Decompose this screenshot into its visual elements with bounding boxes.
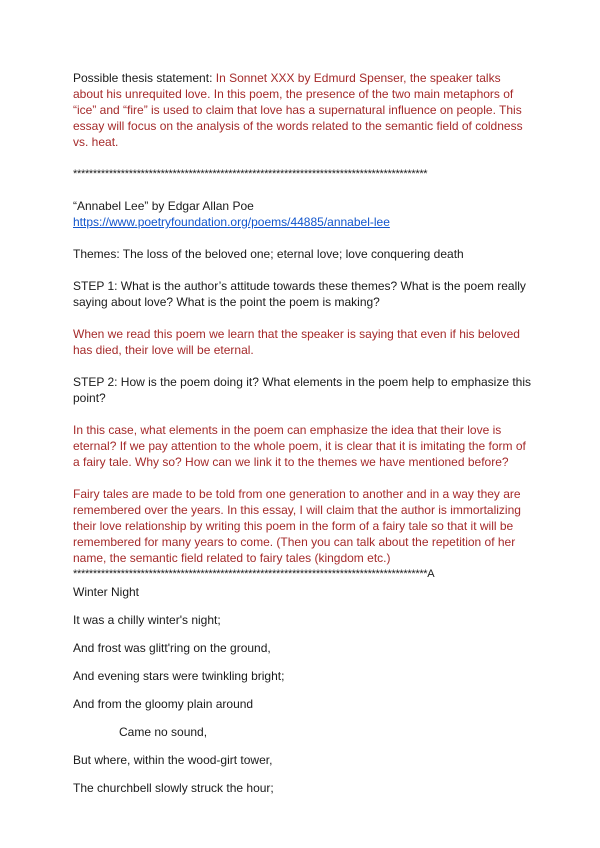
- poem-line: But where, within the wood-girt tower,: [73, 753, 273, 767]
- poem-line: And from the gloomy plain around: [73, 697, 254, 711]
- thesis-text: In Sonnet XXX by Edmurd Spenser, the speaker talks about his unrequited love. In this poem, the presence of the two main metaphors of “ice” and “fire” is used to claim that love has a supernatural influence on people. This essay will focus on the analysis of the words related to the semantic field of coldness vs. heat.: [73, 71, 523, 149]
- step1-question: STEP 1: What is the author’s attitude towards these themes? What is the poem really saying about love? What is the point the poem is making?: [73, 279, 526, 309]
- step2-answer-1: In this case, what elements in the poem can emphasize the idea that their love is eternal? If we pay attention to the whole poem, it is clear that it is imitating the form of a fairy tale. Why so? How can we link it to the themes we have mentioned before?: [73, 423, 526, 469]
- step2-answer-2: Fairy tales are made to be told from one generation to another and in a way they are remembered over the years. In this essay, I will claim that the author is immortalizing their love relationship by writing this poem in the form of a fairy tale so that it will be remembered for many years to come. (Then you can talk about the repetition of her name, the semantic field related to fairy tales (kingdom etc.): [73, 487, 521, 565]
- poem-reference-title: “Annabel Lee” by Edgar Allan Poe: [73, 199, 254, 213]
- thesis-paragraph: [73, 70, 533, 150]
- poem-line: It was a chilly winter's night;: [73, 613, 221, 627]
- poem-line-indented: Came no sound,: [119, 725, 208, 739]
- themes-line: Themes: The loss of the beloved one; eternal love; love conquering death: [73, 247, 464, 261]
- document-page: [73, 70, 533, 796]
- step2-question: STEP 2: How is the poem doing it? What elements in the poem help to emphasize this point?: [73, 375, 532, 405]
- poem-title: Winter Night: [73, 585, 140, 599]
- poem-line: And frost was glitt'ring on the ground,: [73, 641, 271, 655]
- poem-line: The churchbell slowly struck the hour;: [73, 781, 274, 795]
- poem-link[interactable]: https://www.poetryfoundation.org/poems/44885/annabel-lee: [73, 215, 390, 229]
- poem-line: And evening stars were twinkling bright;: [73, 669, 285, 683]
- separator-line: *****************************************************************************************: [73, 168, 428, 180]
- step1-answer: When we read this poem we learn that the speaker is saying that even if his beloved has died, their love will be eternal.: [73, 327, 520, 357]
- thesis-label: Possible thesis statement:: [73, 71, 216, 85]
- separator-line-2: *****************************************************************************************A: [73, 568, 435, 580]
